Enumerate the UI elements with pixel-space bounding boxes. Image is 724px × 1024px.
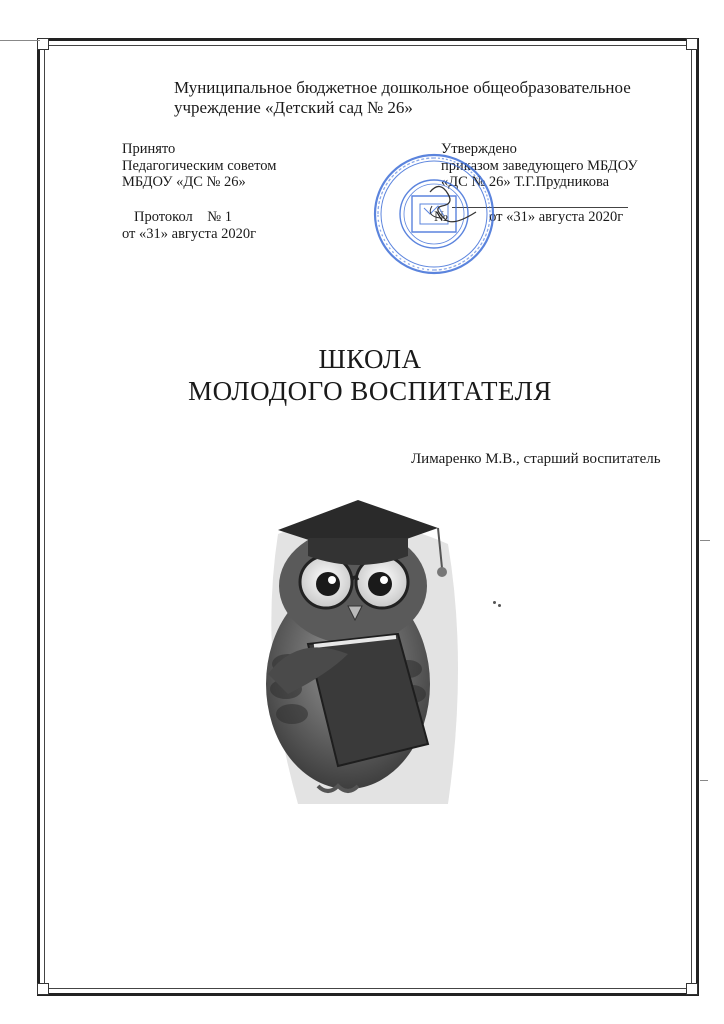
approved-line-2: «ДС № 26» Т.Г.Прудникова (441, 174, 610, 190)
organization-line-2: учреждение «Детский сад № 26» (174, 98, 413, 117)
approved-heading: Утверждено (441, 141, 517, 157)
scan-edge-mark (700, 780, 708, 781)
title-line-1: ШКОЛА (318, 344, 422, 374)
frame-corner-bottom-left (37, 983, 49, 995)
title-line-2: МОЛОДОГО ВОСПИТАТЕЛЯ (188, 376, 552, 406)
author-line: Лимаренко М.В., старший воспитатель (411, 451, 661, 467)
approved-line-1: приказом заведующего МБДОУ (441, 157, 638, 174)
approved-order-number: № (434, 209, 448, 225)
accepted-line-1: Педагогическим советом (122, 157, 277, 174)
scan-edge-mark (0, 40, 40, 41)
scan-speck (498, 604, 501, 607)
document-title (110, 343, 630, 407)
approved-date: от «31» августа 2020г (489, 209, 624, 225)
accepted-date: от «31» августа 2020г (122, 225, 257, 242)
organization-line-1: Муниципальное бюджетное дошкольное общеобразовательное (174, 78, 631, 97)
owl-with-book-illustration-icon (248, 494, 468, 814)
scan-speck (493, 601, 496, 604)
accepted-heading: Принято (122, 141, 176, 157)
round-seal-stamp-icon (372, 152, 496, 276)
accepted-block (122, 141, 342, 191)
accepted-line-2: МБДОУ «ДС № 26» (122, 174, 246, 190)
frame-corner-top-right (686, 38, 698, 50)
accepted-protocol-block (122, 209, 342, 242)
organization-name (174, 78, 674, 118)
frame-corner-bottom-right (686, 983, 698, 995)
accepted-protocol: Протокол № 1 (134, 209, 232, 225)
scan-edge-mark (700, 540, 710, 541)
